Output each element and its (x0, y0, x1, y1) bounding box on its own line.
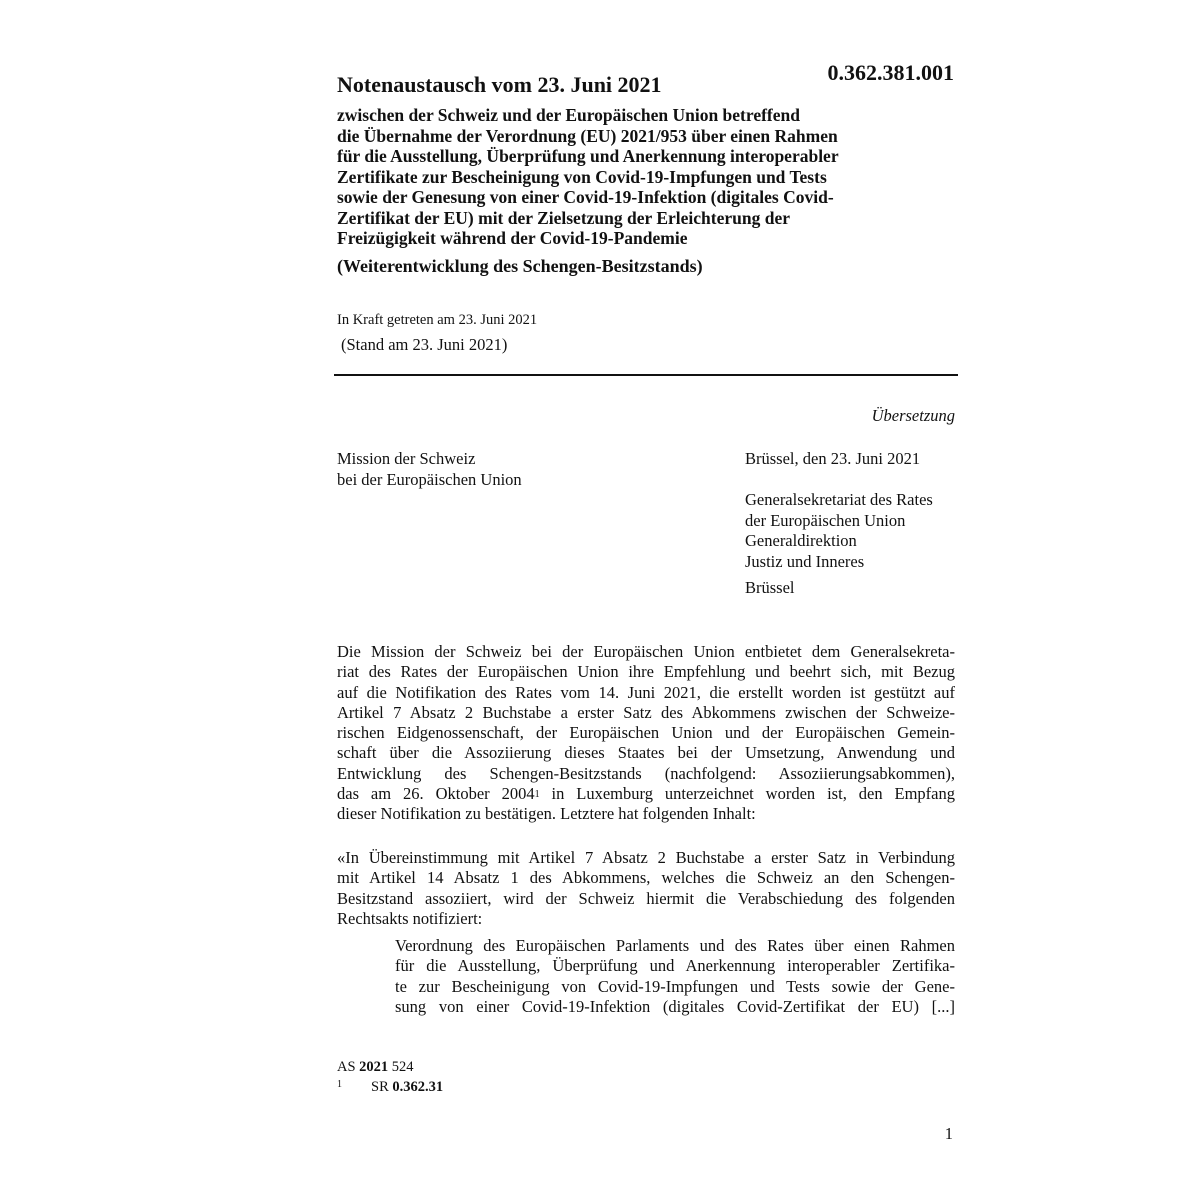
subtitle-line: Zertifikate zur Bescheinigung von Covid-19-Impfungen und Tests (337, 166, 827, 187)
footnote-sr-link[interactable]: 0.362.31 (392, 1079, 444, 1095)
in-force-date: In Kraft getreten am 23. Juni 2021 (337, 312, 538, 328)
sender-address (337, 449, 522, 490)
recipient-address (745, 490, 933, 572)
text-line: te zur Bescheinigung von Covid-19-Impfungen und Tests sowie der Gene- (395, 976, 955, 996)
header-divider (334, 374, 958, 376)
footnote-prefix: SR (371, 1079, 389, 1095)
subtitle-line: die Übernahme der Verordnung (EU) 2021/953 über einen Rahmen (337, 125, 838, 146)
text-line: Die Mission der Schweiz bei der Europäischen Union entbietet dem Generalsekreta- (337, 642, 955, 661)
quoted-regulation (395, 936, 955, 1017)
recipient-line: Justiz und Inneres (745, 551, 865, 571)
text-line: auf die Notifikation des Rates vom 14. Juni 2021, die erstellt worden ist gestützt auf (337, 682, 955, 702)
text-line: Entwicklung des Schengen-Besitzstands (nachfolgend: Assoziierungsabkommen), (337, 763, 955, 783)
subtitle-line: sowie der Genesung von einer Covid-19-Infektion (digitales Covid- (337, 187, 834, 207)
subtitle-line: für die Ausstellung, Überprüfung und Anerkennung interoperabler (337, 146, 839, 166)
text-line: schaft über die Assoziierung dieses Staates bei der Umsetzung, Anwendung und (337, 743, 955, 763)
text-line (337, 784, 955, 804)
text-line: dieser Notifikation zu bestätigen. Letztere hat folgenden Inhalt: (337, 804, 756, 824)
text-line: sung von einer Covid-19-Infektion (digitales Covid-Zertifikat der EU) [...] (395, 996, 955, 1016)
text-line: Besitzstand assoziiert, wird der Schweiz hiermit die Verabschiedung des folgenden (337, 888, 955, 908)
text-line: Rechtsakts notifiziert: (337, 908, 483, 928)
text-line: Artikel 7 Absatz 2 Buchstabe a erster Satz des Abkommens zwischen der Schweize- (337, 702, 955, 722)
as-page: 524 (391, 1059, 414, 1075)
text-line: rischen Eidgenossenschaft, der Europäischen Union und der Europäischen Gemein- (337, 723, 955, 743)
document-title: Notenaustausch vom 23. Juni 2021 (337, 72, 662, 97)
recipient-line: Generalsekretariat des Rates (745, 490, 933, 509)
recipient-city: Brüssel (745, 578, 795, 597)
recipient-line: Generaldirektion (745, 531, 857, 550)
body-paragraph-2 (337, 848, 955, 929)
text-line: für die Ausstellung, Überprüfung und Anerkennung interoperabler Zertifika- (395, 956, 955, 976)
page-number: 1 (944, 1124, 953, 1143)
sender-line: Mission der Schweiz (337, 449, 476, 468)
as-prefix: AS (337, 1059, 356, 1075)
place-date: Brüssel, den 23. Juni 2021 (745, 449, 921, 468)
footnote-number: 1 (337, 1079, 342, 1090)
as-year: 2021 (359, 1059, 389, 1075)
schengen-subtitle: (Weiterentwicklung des Schengen-Besitzstands) (337, 256, 703, 276)
subtitle-line: Zertifikat der EU) mit der Zielsetzung der Erleichterung der (337, 207, 790, 228)
subtitle-line: zwischen der Schweiz und der Europäischen Union betreffend (337, 105, 800, 125)
official-collection-reference (337, 1059, 414, 1076)
text-fragment: in Luxemburg unterzeichnet worden ist, den Empfang (539, 784, 955, 804)
recipient-line: der Europäischen Union (745, 510, 906, 530)
sr-number: 0.362.381.001 (827, 60, 954, 85)
text-line: riat des Rates der Europäischen Union ihre Empfehlung und beehrt sich, mit Bezug (337, 662, 955, 682)
status-date: (Stand am 23. Juni 2021) (341, 335, 508, 354)
text-line: mit Artikel 14 Absatz 1 des Abkommens, welches die Schweiz an den Schengen- (337, 868, 955, 888)
footnote (337, 1079, 443, 1096)
footnote-marker[interactable]: 1 (534, 789, 540, 801)
text-fragment: das am 26. Oktober 2004 (337, 784, 535, 804)
text-line: «In Übereinstimmung mit Artikel 7 Absatz 2 Buchstabe a erster Satz in Verbindung (337, 848, 955, 867)
document-subtitle (337, 105, 937, 249)
sender-line: bei der Europäischen Union (337, 469, 522, 489)
subtitle-line: Freizügigkeit während der Covid-19-Pandemie (337, 228, 688, 248)
text-line: Verordnung des Europäischen Parlaments und des Rates über einen Rahmen (395, 936, 955, 955)
body-paragraph-1 (337, 642, 955, 825)
translation-label: Übersetzung (871, 406, 955, 425)
